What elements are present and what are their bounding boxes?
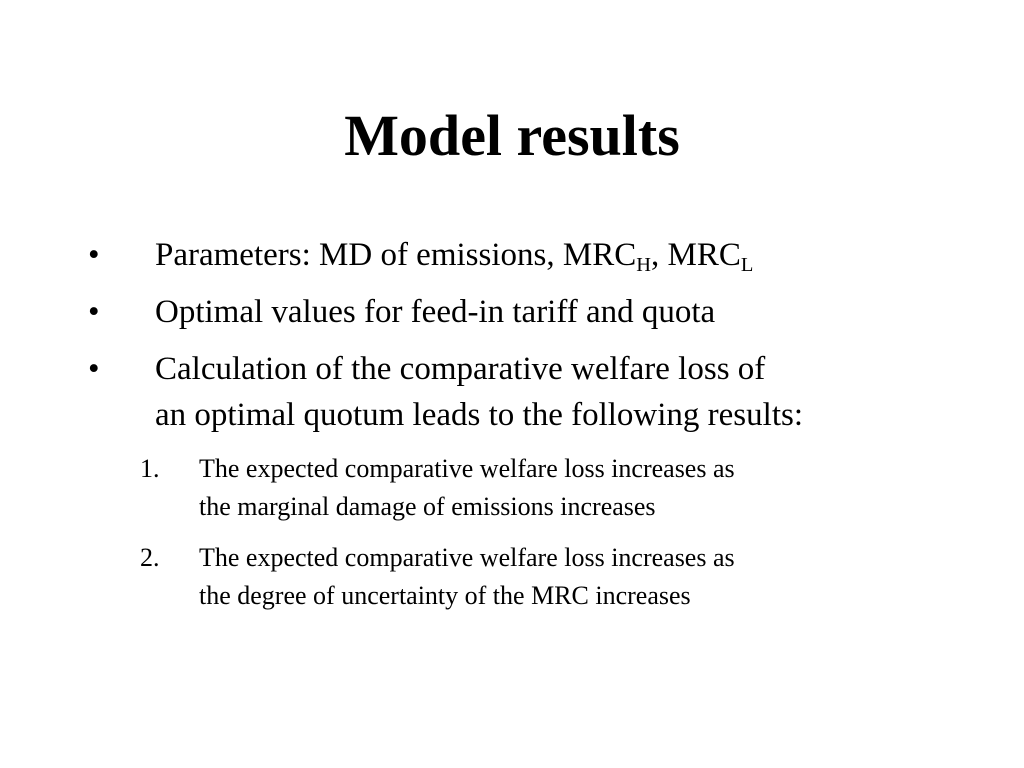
- numbered-line-2: the degree of uncertainty of the MRC increases: [199, 581, 691, 610]
- bullet-marker: •: [88, 294, 100, 330]
- bullet-text: Optimal values for feed-in tariff and quota: [155, 294, 716, 330]
- numbered-line-2: the marginal damage of emissions increases: [199, 492, 656, 521]
- bullet-line-1: Calculation of the comparative welfare loss of: [155, 351, 766, 387]
- bullet-line-2: an optimal quotum leads to the following results:: [155, 397, 803, 433]
- slide-title: Model results: [344, 103, 680, 168]
- bullet-marker: •: [88, 351, 100, 387]
- numbered-line-1: The expected comparative welfare loss increases as: [199, 543, 735, 572]
- bullet-text: [155, 232, 955, 278]
- numbered-line-1: The expected comparative welfare loss increases as: [199, 454, 735, 483]
- item-number: 2.: [140, 543, 160, 572]
- numbered-text: [199, 539, 919, 615]
- bullet-text-mid: , MRC: [651, 237, 741, 273]
- bullet-text: [155, 346, 955, 438]
- subscript-l: L: [740, 254, 754, 277]
- bullet-text-prefix: Parameters: MD of emissions, MRC: [155, 237, 637, 273]
- item-number: 1.: [140, 454, 160, 483]
- subscript-h: H: [636, 254, 651, 277]
- bullet-marker: •: [88, 237, 100, 273]
- numbered-text: [199, 450, 919, 526]
